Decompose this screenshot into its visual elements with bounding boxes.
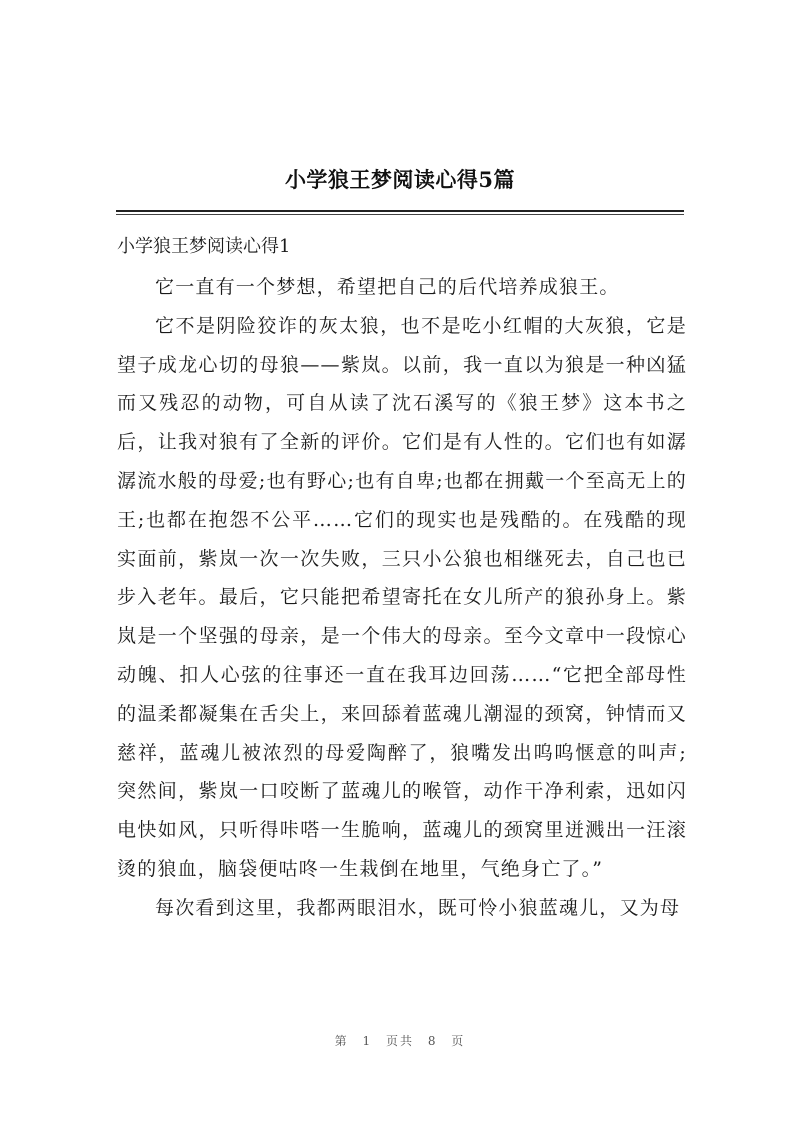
title-divider bbox=[116, 210, 684, 212]
paragraph: 每次看到这里，我都两眼泪水，既可怜小狼蓝魂儿，又为母 bbox=[155, 896, 681, 919]
document-title: 小学狼王梦阅读心得5篇 bbox=[284, 167, 516, 192]
section-heading: 小学狼王梦阅读心得1 bbox=[117, 236, 291, 257]
paragraph: 它一直有一个梦想，希望把自己的后代培养成狼王。 bbox=[155, 276, 620, 298]
paragraph: 它不是阴险狡诈的灰太狼，也不是吃小红帽的大灰狼，它是望子成龙心切的母狼——紫岚。以前，我一直以为狼是一种凶猛而又残忍的动物，可自从读了沈石溪写的《狼王梦》这本书之后，让我对狼有了全新的评价。它们是有人性的。它们也有如潺潺流水般的母爱;也有野心;也有自卑;也都在拥戴一个至高无上的王;也都在抱怨不公平……它们的现实也是残酷的。在残酷的现实面前，紫岚一次一次失败，三只小公狼也相继死去，自己也已步入老年。最后，它只能把希望寄托在女儿所产的狼孙身上。紫岚是一个坚强的母亲，是一个伟大的母亲。至今文章中一段惊心动魄、扣人心弦的往事还一直在我耳边回荡……“它把全部母性的温柔都凝集在舌尖上，来回舔着蓝魂儿潮湿的颈窝，钟情而又慈祥，蓝魂儿被浓烈的母爱陶醉了，狼嘴发出呜呜惬意的叫声;突然间，紫岚一口咬断了蓝魂儿的喉管，动作干净利索，迅如闪电快如风，只听得咔嗒一生脆响，蓝魂儿的颈窝里迸溅出一汪滚烫的狼血，脑袋便咕咚一生栽倒在地里，气绝身亡了。” bbox=[117, 314, 687, 880]
footer-middle: 页共 bbox=[385, 1034, 414, 1048]
document-body bbox=[117, 268, 687, 928]
footer-suffix: 页 bbox=[451, 1034, 466, 1048]
title-divider-thin bbox=[116, 214, 684, 215]
page-footer bbox=[0, 1032, 800, 1049]
footer-total-pages: 8 bbox=[427, 1034, 438, 1048]
footer-page-number: 1 bbox=[362, 1034, 373, 1048]
footer-prefix: 第 bbox=[334, 1034, 349, 1048]
